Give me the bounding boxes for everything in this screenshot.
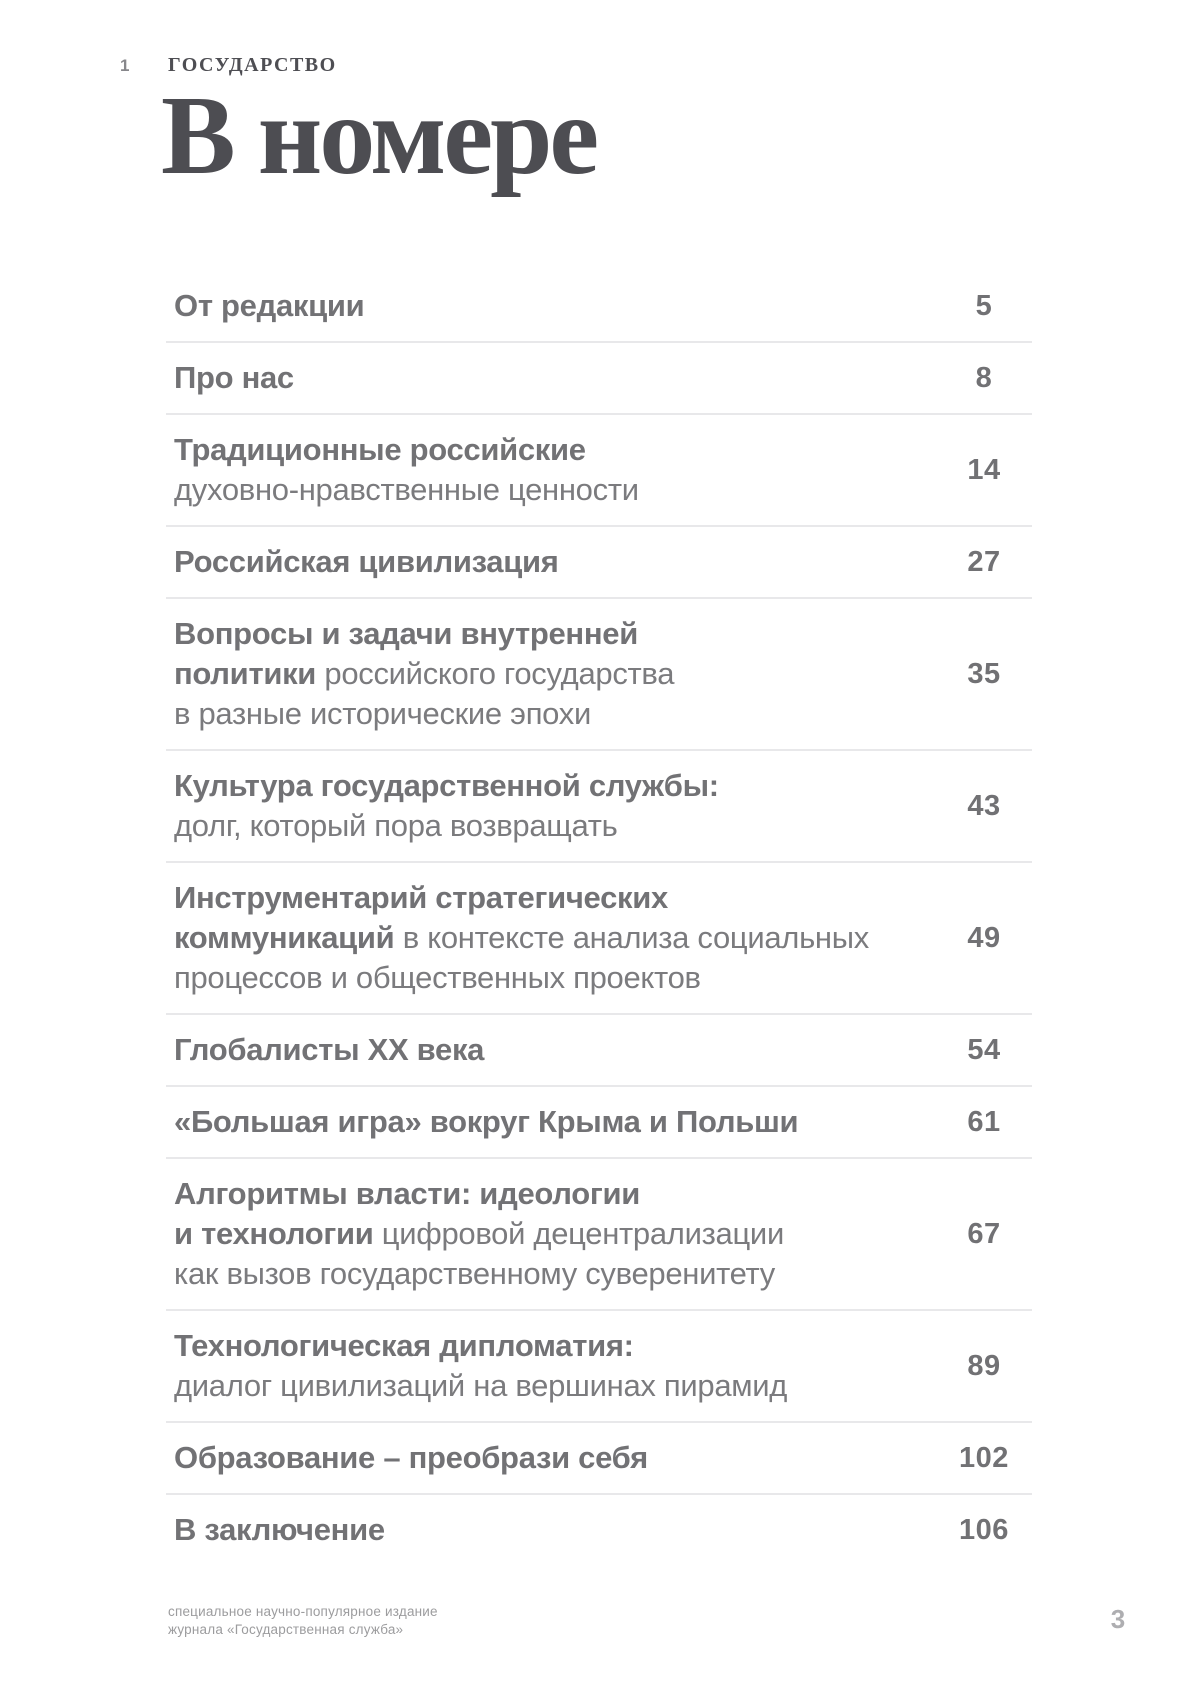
toc-entry-title — [166, 286, 936, 326]
toc-entry-line — [174, 766, 936, 806]
toc-entry-text-bold: Алгоритмы власти: идеологии — [174, 1176, 640, 1211]
toc-entry-text-regular: цифровой децентрализации — [373, 1216, 784, 1251]
toc-entry-title — [166, 878, 936, 998]
toc-row — [166, 1015, 1032, 1087]
imprint — [168, 1603, 438, 1639]
toc-entry-line — [174, 1254, 936, 1294]
toc-entry-text-bold: Культура государственной службы: — [174, 768, 719, 803]
toc-entry-line — [174, 806, 936, 846]
toc-entry-text-bold: Инструментарий стратегических — [174, 880, 668, 915]
toc-entry-page: 43 — [967, 789, 1001, 822]
toc-entry-page: 35 — [967, 657, 1001, 690]
toc-entry-line — [174, 542, 936, 582]
toc-entry-text-regular: в разные исторические эпохи — [174, 696, 591, 731]
toc-row — [166, 343, 1032, 415]
toc-row — [166, 863, 1032, 1015]
toc-entry-title — [166, 1174, 936, 1294]
issue-number: 1 — [120, 56, 130, 75]
toc-entry-line — [174, 614, 936, 654]
toc-entry-title — [166, 1510, 936, 1550]
toc-row — [166, 1311, 1032, 1423]
toc-entry-line — [174, 1326, 936, 1366]
toc-entry-text-bold: В заключение — [174, 1512, 385, 1547]
toc-entry-page: 102 — [959, 1441, 1009, 1474]
toc-entry-title — [166, 1438, 936, 1478]
toc-entry-text-bold: Глобалисты XX века — [174, 1032, 485, 1067]
toc-entry-page: 49 — [967, 921, 1001, 954]
toc-entry-text-regular: диалог цивилизаций на вершинах пирамид — [174, 1368, 788, 1403]
toc-entry-text-regular: долг, который пора возвращать — [174, 808, 618, 843]
toc-entry-title — [166, 1030, 936, 1070]
toc-entry-text-regular: духовно-нравственные ценности — [174, 472, 639, 507]
toc-entry-line — [174, 1214, 936, 1254]
toc-entry-page: 54 — [967, 1033, 1001, 1066]
toc-entry-text-bold: Традиционные российские — [174, 432, 586, 467]
toc-row — [166, 415, 1032, 527]
toc-entry-line — [174, 958, 936, 998]
toc-row — [166, 1423, 1032, 1495]
toc-entry-text-regular: в контексте анализа социальных — [394, 920, 869, 955]
toc-entry-text-regular: процессов и общественных проектов — [174, 960, 701, 995]
toc-entry-line — [174, 358, 936, 398]
toc-entry-page: 8 — [975, 361, 993, 394]
toc-entry-text-bold: и технологии — [174, 1216, 374, 1251]
toc-entry-text-bold: «Большая игра» вокруг Крыма и Польши — [174, 1104, 799, 1139]
toc-entry-title — [166, 358, 936, 398]
toc-entry-page: 67 — [967, 1217, 1001, 1250]
toc-entry-title — [166, 430, 936, 510]
toc-entry-text-bold: Про нас — [174, 360, 294, 395]
toc-row — [166, 1495, 1032, 1565]
toc-entry-page: 106 — [959, 1513, 1009, 1546]
toc-entry-page: 61 — [967, 1105, 1001, 1138]
toc-row — [166, 599, 1032, 751]
toc-entry-page: 27 — [967, 545, 1001, 578]
toc-entry-text-regular: как вызов государственному суверенитету — [174, 1256, 776, 1291]
page-number-folio: 3 — [1110, 1604, 1126, 1634]
toc-entry-line — [174, 654, 936, 694]
toc-list — [166, 271, 1032, 1565]
toc-row — [166, 527, 1032, 599]
toc-entry-text-bold: Образование – преобрази себя — [174, 1440, 648, 1475]
toc-entry-text-bold: Вопросы и задачи внутренней — [174, 616, 638, 651]
imprint-line1: специальное научно-популярное издание — [168, 1604, 438, 1619]
toc-entry-text-regular: российского государства — [316, 656, 675, 691]
toc-entry-title — [166, 614, 936, 734]
toc-entry-line — [174, 878, 936, 918]
toc-entry-text-bold: политики — [174, 656, 317, 691]
toc-entry-line — [174, 694, 936, 734]
toc-entry-line — [174, 918, 936, 958]
toc-entry-title — [166, 1326, 936, 1406]
toc-entry-text-bold: От редакции — [174, 288, 365, 323]
toc-entry-line — [174, 1102, 936, 1142]
toc-entry-line — [174, 1366, 936, 1406]
toc-entry-title — [166, 766, 936, 846]
toc-entry-line — [174, 470, 936, 510]
toc-entry-line — [174, 430, 936, 470]
toc-entry-line — [174, 1030, 936, 1070]
toc-entry-text-bold: Российская цивилизация — [174, 544, 559, 579]
toc-entry-page: 14 — [967, 453, 1001, 486]
imprint-line2: журнала «Государственная служба» — [168, 1622, 404, 1637]
toc-entry-line — [174, 1510, 936, 1550]
toc-entry-line — [174, 1438, 936, 1478]
toc-row — [166, 1087, 1032, 1159]
toc-entry-title — [166, 542, 936, 582]
toc-entry-title — [166, 1102, 936, 1142]
toc-entry-line — [174, 1174, 936, 1214]
toc-row — [166, 751, 1032, 863]
toc-row — [166, 271, 1032, 343]
toc-entry-page: 89 — [967, 1349, 1001, 1382]
toc-entry-line — [174, 286, 936, 326]
section-label: ГОСУДАРСТВО — [168, 54, 337, 76]
toc-row — [166, 1159, 1032, 1311]
toc-entry-text-bold: Технологическая дипломатия: — [174, 1328, 634, 1363]
page-title: В номере — [161, 74, 597, 198]
toc-entry-text-bold: коммуникаций — [174, 920, 395, 955]
toc-entry-page: 5 — [975, 289, 993, 322]
